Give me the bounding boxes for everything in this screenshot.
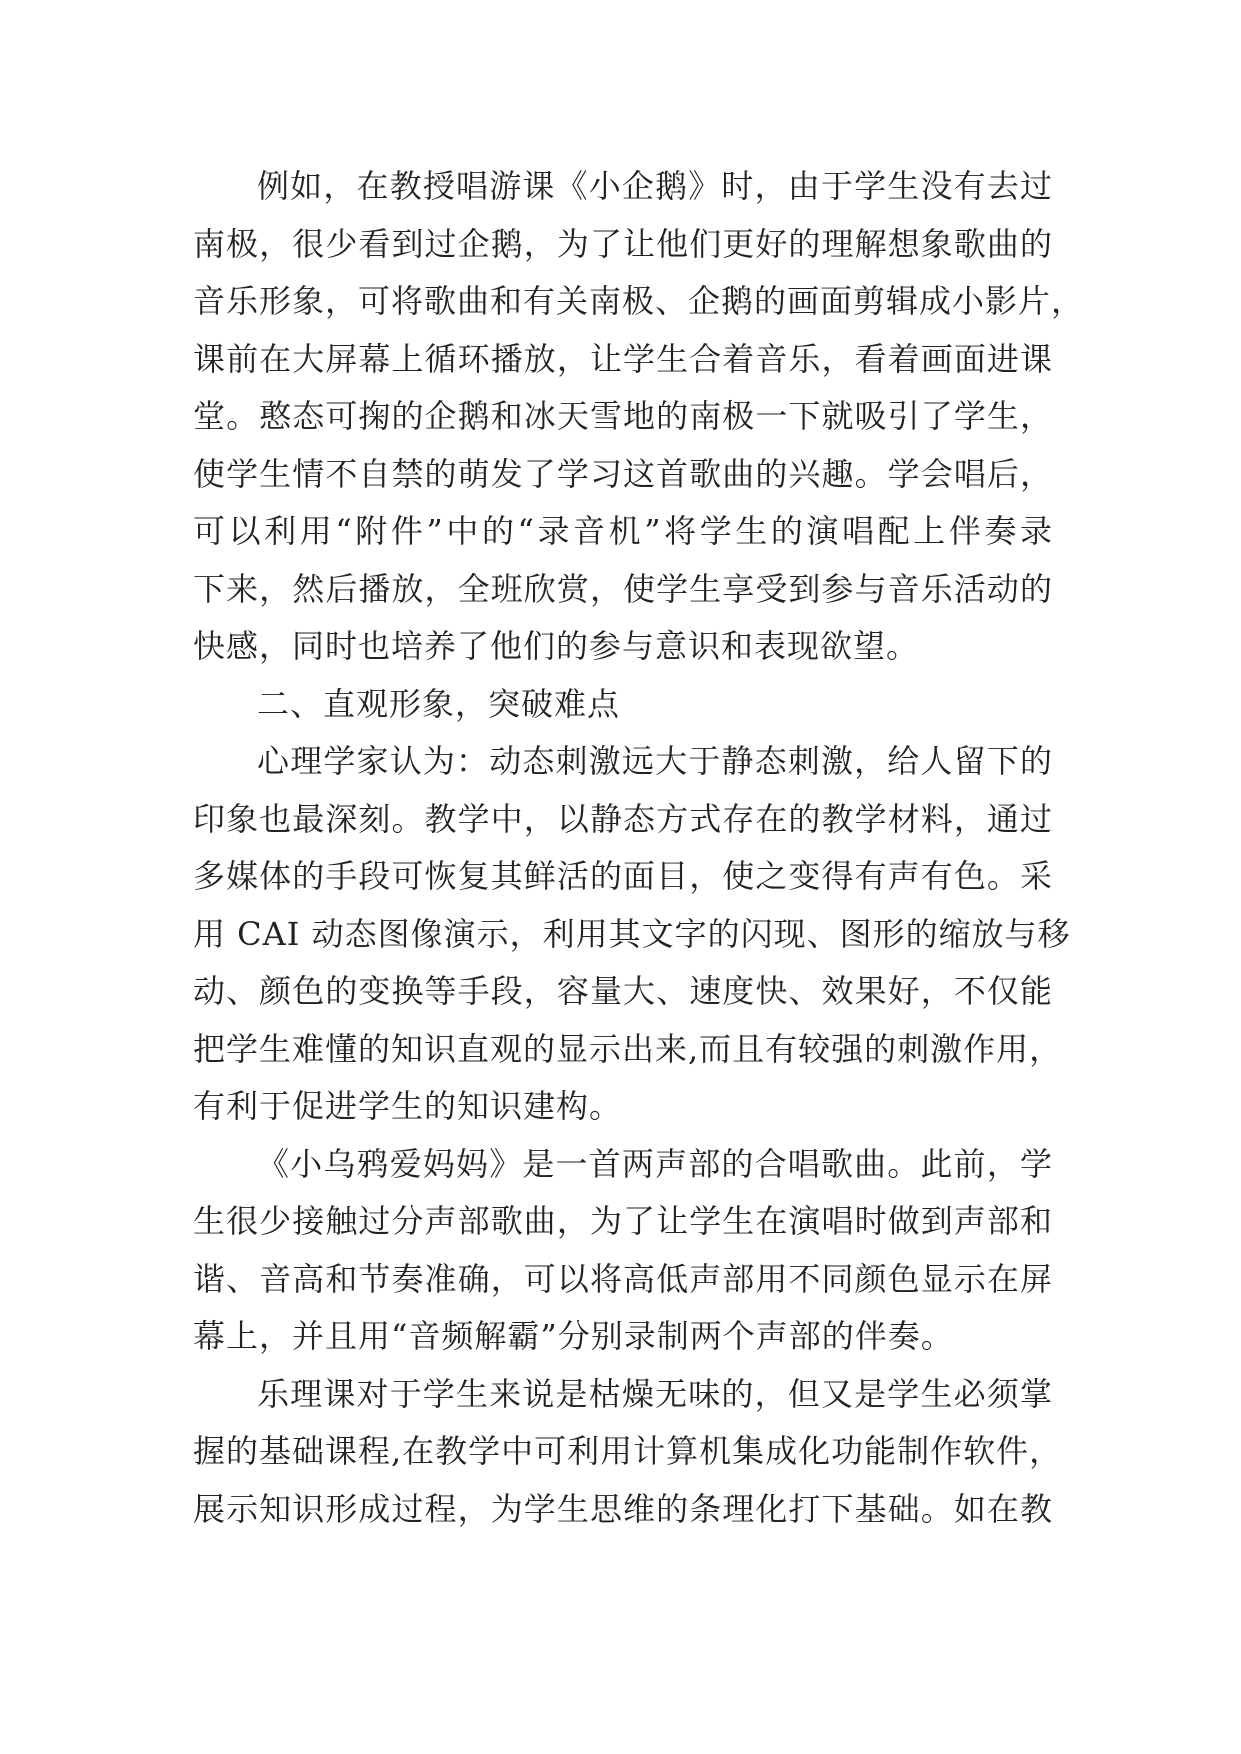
text-line: 多媒体的手段可恢复其鲜活的面目，使之变得有声有色。采 xyxy=(193,857,1053,895)
text-line: 印象也最深刻。教学中，以静态方式存在的教学材料，通过 xyxy=(193,799,1053,838)
text-line: 二、直观形象，突破难点 xyxy=(257,684,621,723)
text-line: 《小乌鸦爱妈妈》是一首两声部的合唱歌曲。此前，学 xyxy=(257,1144,1053,1183)
document-body xyxy=(193,158,1085,1538)
text-line: 有利于促进学生的知识建构。 xyxy=(193,1087,623,1125)
text-line: 音乐形象，可将歌曲和有关南极、企鹅的画面剪辑成小影片， xyxy=(193,282,1085,320)
text-line: 生很少接触过分声部歌曲，为了让学生在演唱时做到声部和 xyxy=(193,1202,1053,1240)
text-line: 快感，同时也培养了他们的参与意识和表现欲望。 xyxy=(193,627,920,665)
text-line: 堂。憨态可掬的企鹅和冰天雪地的南极一下就吸引了学生， xyxy=(193,397,1053,435)
text-line: 例如，在教授唱游课《小企鹅》时，由于学生没有去过 xyxy=(257,167,1053,205)
text-line: 把学生难懂的知识直观的显示出来,而且有较强的刺激作用， xyxy=(193,1029,1063,1068)
text-line: 幕上，并且用“音频解霸”分别录制两个声部的伴奏。 xyxy=(193,1317,954,1355)
text-line: 心理学家认为：动态刺激远大于静态刺激，给人留下的 xyxy=(257,742,1053,780)
text-line: 使学生情不自禁的萌发了学习这首歌曲的兴趣。学会唱后， xyxy=(193,454,1053,493)
text-line: 乐理课对于学生来说是枯燥无味的，但又是学生必须掌 xyxy=(257,1374,1053,1413)
text-line: 南极，很少看到过企鹅，为了让他们更好的理解想象歌曲的 xyxy=(193,224,1053,263)
text-line: 课前在大屏幕上循环播放，让学生合着音乐，看着画面进课 xyxy=(193,339,1053,378)
text-line: 下来，然后播放，全班欣赏，使学生享受到参与音乐活动的 xyxy=(193,569,1053,608)
text-line: 展示知识形成过程，为学生思维的条理化打下基础。如在教 xyxy=(193,1489,1053,1528)
text-line: 动、颜色的变换等手段，容量大、速度快、效果好，不仅能 xyxy=(193,972,1053,1010)
text-line: 谐、音高和节奏准确，可以将高低声部用不同颜色显示在屏 xyxy=(193,1259,1053,1298)
text-line: 握的基础课程,在教学中可利用计算机集成化功能制作软件， xyxy=(193,1432,1063,1470)
text-line: 可以利用“附件”中的“录音机”将学生的演唱配上伴奏录 xyxy=(193,512,1053,550)
text-line: 用 CAI 动态图像演示，利用其文字的闪现、图形的缩放与移 xyxy=(193,914,1071,953)
